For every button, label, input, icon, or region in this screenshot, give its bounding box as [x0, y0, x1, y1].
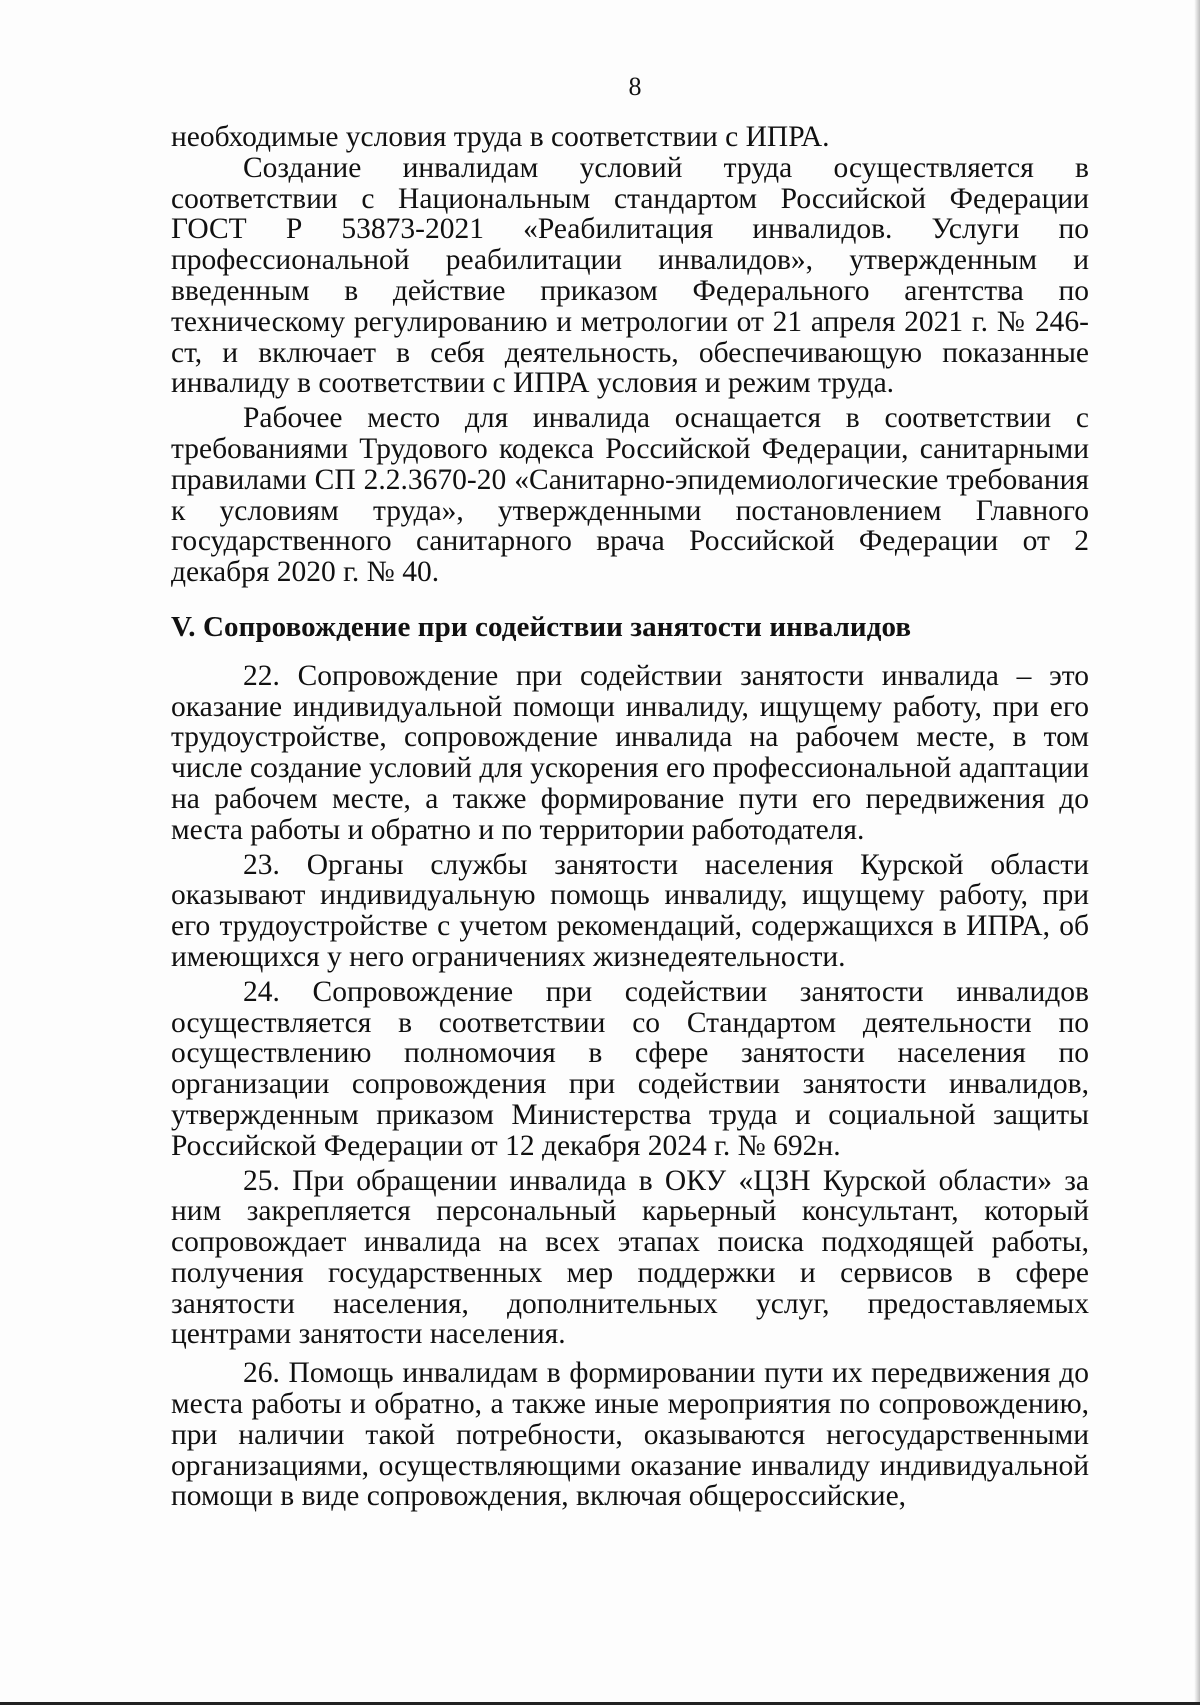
section-heading: V. Сопровождение при содействии занятости инвалидов [171, 610, 912, 643]
scan-edge-right [1194, 0, 1200, 1705]
paragraph-workplace-equipment: Рабочее место для инвалида оснащается в соответствии с требованиями Трудового кодекса Российской Федерации, санитарными правилами СП 2.2.3670-20 «Санитарно-эпидемиологические требования к условиям труда», утвержденными постановлением Главного государственного санитарного врача Российской Федерации от 2 декабря 2020 г. № 40. [171, 402, 1089, 589]
clause-22: 22. Сопровождение при содействии занятости инвалида – это оказание индивидуальной помощи инвалиду, ищущему работу, при его трудоустройстве, сопровождение инвалида на рабочем месте, в том числе создание условий для ускорения его профессиональной адаптации на рабочем месте, а также формирование пути его передвижения до места работы и обратно и по территории работодателя. [171, 659, 1089, 846]
paragraph-working-conditions: Создание инвалидам условий труда осуществляется в соответствии с Национальным стандартом Российской Федерации ГОСТ Р 53873-2021 «Реабилитация инвалидов. Услуги по профессиональной реабилитации инвалидов», утвержденным и введенным в действие приказом Федерального агентства по техническому регулированию и метрологии от 21 апреля 2021 г. № 246-ст, и включает в себя деятельность, обеспечивающую показанные инвалиду в соответствии с ИПРА условия и режим труда. [171, 151, 1089, 400]
clause-23: 23. Органы службы занятости населения Курской области оказывают индивидуальную помощь инвалиду, ищущему работу, при его трудоустройстве с учетом рекомендаций, содержащихся в ИПРА, об имеющихся у него ограничениях жизнедеятельности. [171, 848, 1089, 973]
document-body [171, 122, 1089, 1512]
paragraph-continuation: необходимые условия труда в соответствии с ИПРА. [171, 121, 830, 153]
clause-26: 26. Помощь инвалидам в формировании пути их передвижения до места работы и обратно, а также иные мероприятия по сопровождению, при наличии такой потребности, оказываются негосударственными организациями, осуществляющими оказание инвалиду индивидуальной помощи в виде сопровождения, включая общероссийские, [171, 1357, 1089, 1513]
clause-24: 24. Сопровождение при содействии занятости инвалидов осуществляется в соответствии со Стандартом деятельности по осуществлению полномочия в сфере занятости населения по организации сопровождения при содействии занятости инвалидов, утвержденным приказом Министерства труда и социальной защиты Российской Федерации от 12 декабря 2024 г. № 692н. [171, 975, 1089, 1162]
clause-25: 25. При обращении инвалида в ОКУ «ЦЗН Курской области» за ним закрепляется персональный карьерный консультант, который сопровождает инвалида на всех этапах поиска подходящей работы, получения государственных мер поддержки и сервисов в сфере занятости населения, дополнительных услуг, предоставляемых центрами занятости населения. [171, 1164, 1089, 1351]
page-number: 8 [628, 72, 642, 101]
